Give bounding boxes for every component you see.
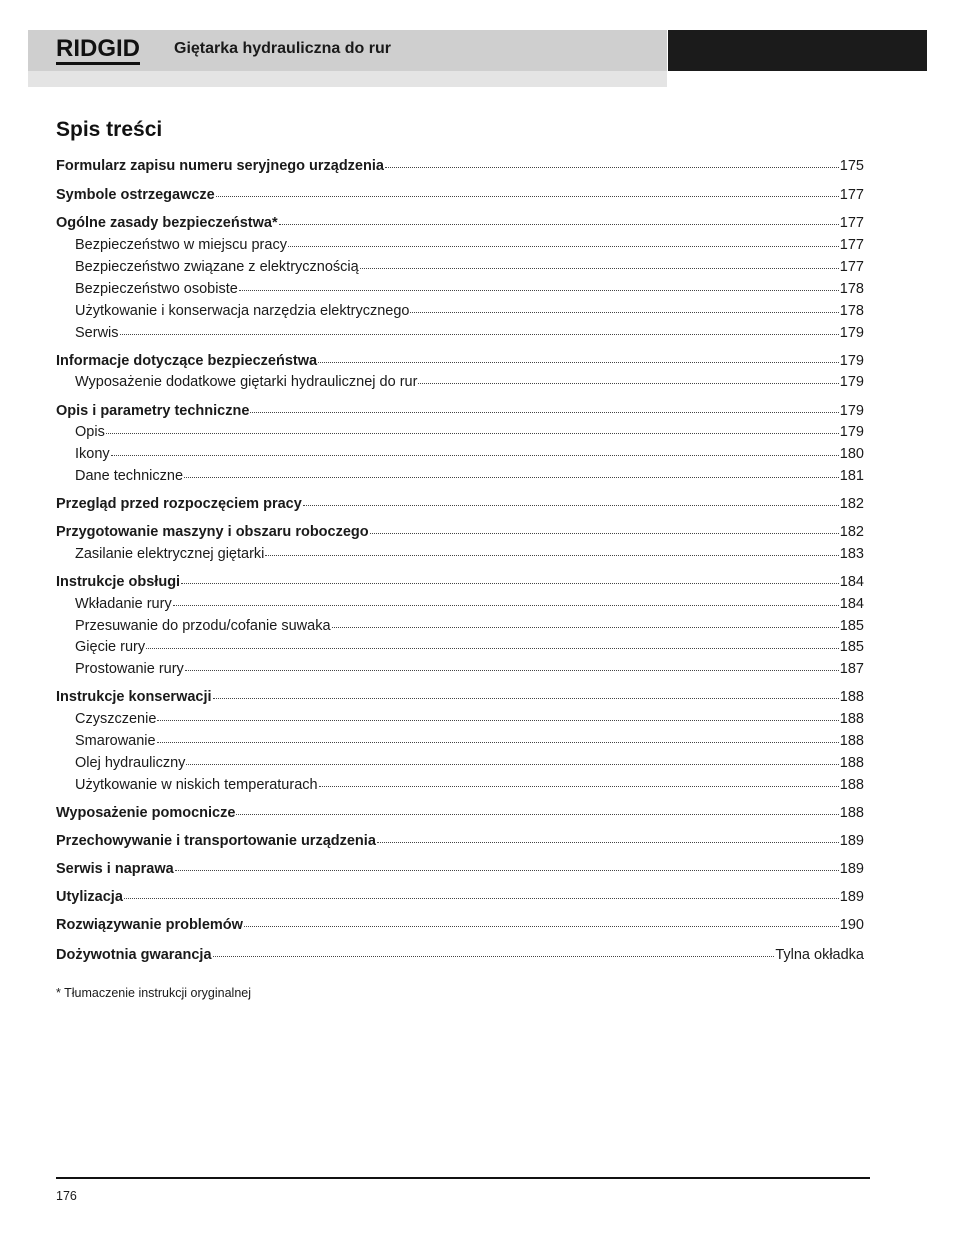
toc-title: Spis treści [56, 118, 163, 141]
toc-leader-dots [213, 943, 775, 957]
toc-entry [56, 323, 864, 343]
toc-entry-label: Instrukcje obsługi [56, 574, 181, 590]
toc-entry [56, 422, 864, 442]
toc-leader-dots [173, 592, 839, 606]
toc-entry-label: Przegląd przed rozpoczęciem pracy [56, 496, 302, 512]
toc-leader-dots [239, 277, 839, 291]
header-dark-block [668, 30, 927, 71]
toc-entry [56, 301, 864, 321]
toc-entry-page: 179 [839, 353, 864, 369]
toc-entry-label: Przesuwanie do przodu/cofanie suwaka [75, 618, 331, 634]
toc-leader-dots [111, 442, 839, 456]
toc-entry-page: 189 [839, 889, 864, 905]
toc-entry [56, 775, 864, 795]
toc-entry-page: 177 [839, 215, 864, 231]
toc-entry-page: 179 [839, 374, 864, 390]
toc-entry-page: 185 [839, 639, 864, 655]
ridgid-logo: RIDGID [56, 36, 140, 65]
toc-entry [56, 731, 864, 751]
header-title: Giętarka hydrauliczna do rur [174, 40, 391, 57]
toc-entry-page: 188 [839, 711, 864, 727]
toc-entry [56, 803, 864, 823]
toc-leader-dots [184, 464, 839, 478]
toc-entry [56, 466, 864, 486]
toc-entry-page: 179 [839, 403, 864, 419]
toc-leader-dots [186, 751, 838, 765]
toc-entry-page: 187 [839, 661, 864, 677]
toc-entry-page: Tylna okładka [775, 947, 864, 963]
toc-entry-page: 181 [839, 468, 864, 484]
toc-entry-page: 188 [839, 805, 864, 821]
toc-leader-dots [175, 857, 839, 871]
toc-entry [56, 257, 864, 277]
toc-leader-dots [213, 685, 839, 699]
toc-entry [56, 945, 864, 965]
toc-entry-label: Olej hydrauliczny [75, 755, 186, 771]
toc-entry [56, 522, 864, 542]
toc-entry-page: 185 [839, 618, 864, 634]
toc-leader-dots [185, 657, 839, 671]
toc-entry-page: 182 [839, 496, 864, 512]
toc-entry-page: 177 [839, 187, 864, 203]
toc-entry [56, 753, 864, 773]
toc-entry-page: 178 [839, 281, 864, 297]
toc-entry-page: 180 [839, 446, 864, 462]
toc-entry-page: 188 [839, 755, 864, 771]
toc-leader-dots [236, 801, 838, 815]
toc-entry [56, 494, 864, 514]
toc-leader-dots [181, 570, 839, 584]
footer-rule [56, 1177, 870, 1179]
toc-entry-label: Smarowanie [75, 733, 156, 749]
toc-leader-dots [279, 211, 839, 225]
header-strip [28, 71, 667, 87]
toc-leader-dots [318, 349, 839, 363]
toc-entry-label: Przygotowanie maszyny i obszaru roboczego [56, 524, 369, 540]
toc-entry-label: Ogólne zasady bezpieczeństwa* [56, 215, 278, 231]
toc-entry-label: Opis i parametry techniczne [56, 403, 250, 419]
toc-leader-dots [360, 255, 839, 269]
toc-entry [56, 401, 864, 421]
toc-leader-dots [370, 520, 839, 534]
toc-entry-label: Użytkowanie i konserwacja narzędzia elektrycznego [75, 303, 410, 319]
toc-entry [56, 831, 864, 851]
toc-entry [56, 185, 864, 205]
page-header [28, 30, 667, 86]
toc-entry-page: 177 [839, 259, 864, 275]
toc-entry-page: 188 [839, 733, 864, 749]
toc-leader-dots [157, 707, 838, 721]
toc-entry-label: Ikony [75, 446, 110, 462]
toc-leader-dots [216, 183, 839, 197]
toc-leader-dots [377, 829, 839, 843]
toc-entry-page: 190 [839, 917, 864, 933]
toc-entry-label: Serwis [75, 325, 119, 341]
toc-entry-label: Instrukcje konserwacji [56, 689, 212, 705]
toc-entry-label: Przechowywanie i transportowanie urządzenia [56, 833, 376, 849]
toc-leader-dots [250, 399, 838, 413]
toc-entry [56, 915, 864, 935]
toc-leader-dots [244, 913, 839, 927]
toc-entry-label: Informacje dotyczące bezpieczeństwa [56, 353, 318, 369]
page-number: 176 [56, 1189, 77, 1203]
toc-leader-dots [106, 420, 839, 434]
toc-leader-dots [157, 729, 839, 743]
footnote: * Tłumaczenie instrukcji oryginalnej [56, 986, 251, 1000]
toc-entry-page: 189 [839, 861, 864, 877]
toc-entry-label: Gięcie rury [75, 639, 146, 655]
toc-entry [56, 279, 864, 299]
toc-entry-page: 175 [839, 158, 864, 174]
toc-entry [56, 213, 864, 233]
toc-entry-page: 184 [839, 574, 864, 590]
toc-entry-page: 184 [839, 596, 864, 612]
toc-entry-label: Bezpieczeństwo związane z elektrycznością [75, 259, 359, 275]
toc-leader-dots [332, 614, 839, 628]
toc-entry [56, 372, 864, 392]
toc-entry-label: Dane techniczne [75, 468, 184, 484]
toc-entry [56, 616, 864, 636]
toc-leader-dots [385, 154, 839, 168]
toc-entry-label: Bezpieczeństwo osobiste [75, 281, 238, 297]
toc-entry-page: 179 [839, 424, 864, 440]
toc-entry-label: Zasilanie elektrycznej giętarki [75, 546, 265, 562]
toc-entry [56, 687, 864, 707]
toc-entry [56, 637, 864, 657]
toc-entry-page: 182 [839, 524, 864, 540]
toc-leader-dots [288, 233, 839, 247]
toc-entry-label: Bezpieczeństwo w miejscu pracy [75, 237, 287, 253]
toc-entry-label: Utylizacja [56, 889, 123, 905]
toc-entry-label: Opis [75, 424, 105, 440]
toc-leader-dots [303, 492, 839, 506]
toc-entry [56, 572, 864, 592]
toc-entry [56, 156, 864, 176]
toc-entry-page: 188 [839, 777, 864, 793]
toc-leader-dots [418, 370, 838, 384]
toc-entry-label: Serwis i naprawa [56, 861, 174, 877]
toc-entry [56, 444, 864, 464]
toc-entry-page: 178 [839, 303, 864, 319]
toc-entry-page: 177 [839, 237, 864, 253]
toc-entry-label: Rozwiązywanie problemów [56, 917, 243, 933]
toc-entry [56, 544, 864, 564]
toc-entry-label: Dożywotnia gwarancja [56, 947, 212, 963]
toc-entry-page: 183 [839, 546, 864, 562]
toc-entry [56, 235, 864, 255]
toc-entry [56, 351, 864, 371]
toc-leader-dots [265, 542, 838, 556]
toc-leader-dots [146, 635, 839, 649]
toc-entry-page: 189 [839, 833, 864, 849]
toc-leader-dots [319, 773, 839, 787]
toc-entry [56, 594, 864, 614]
toc-entry [56, 887, 864, 907]
toc-entry [56, 659, 864, 679]
toc-entry-page: 179 [839, 325, 864, 341]
toc-entry-label: Wyposażenie pomocnicze [56, 805, 236, 821]
toc-entry-label: Użytkowanie w niskich temperaturach [75, 777, 318, 793]
toc-entry-label: Symbole ostrzegawcze [56, 187, 215, 203]
toc-entry-label: Formularz zapisu numeru seryjnego urządzenia [56, 158, 384, 174]
toc-entry-label: Czyszczenie [75, 711, 157, 727]
toc-entry-label: Prostowanie rury [75, 661, 184, 677]
toc-entry-label: Wkładanie rury [75, 596, 172, 612]
toc-leader-dots [410, 299, 838, 313]
toc-leader-dots [124, 885, 839, 899]
toc-entry-page: 188 [839, 689, 864, 705]
toc-entry-label: Wyposażenie dodatkowe giętarki hydraulicznej do rur [75, 374, 418, 390]
toc-entry [56, 709, 864, 729]
toc-leader-dots [120, 321, 839, 335]
toc-entry [56, 859, 864, 879]
